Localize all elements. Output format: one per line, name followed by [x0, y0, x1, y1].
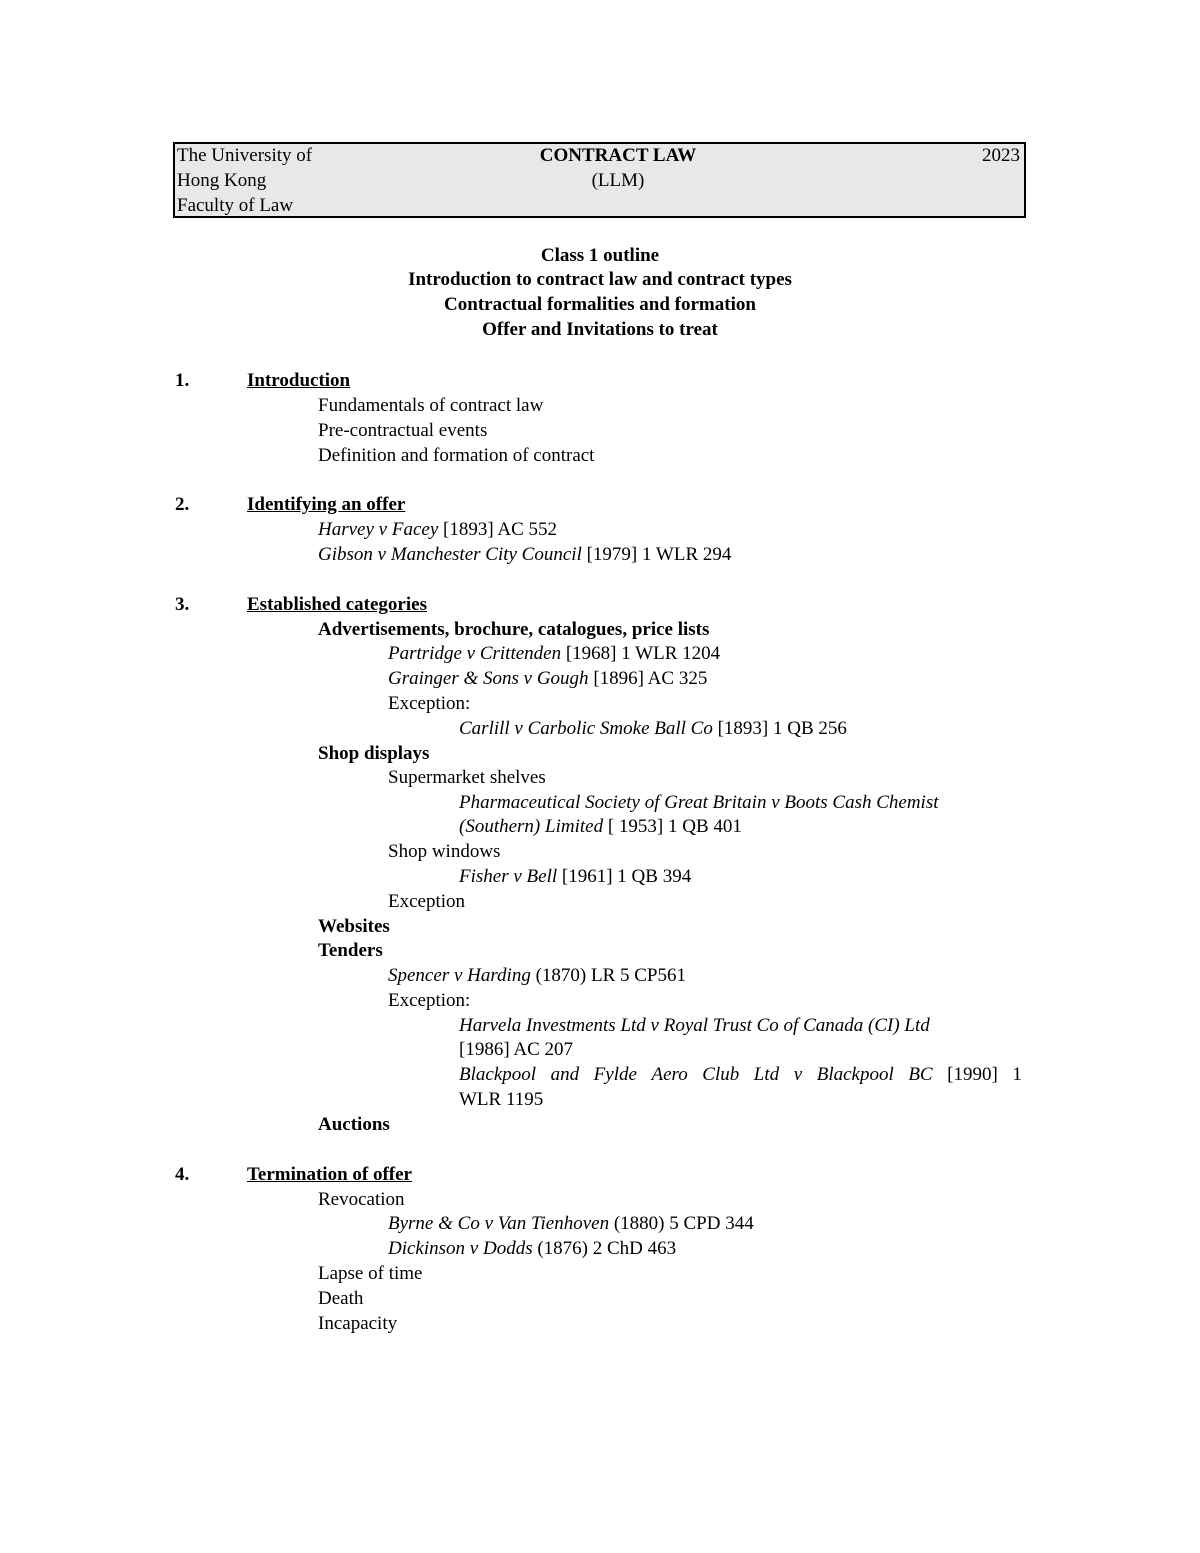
subcategory-label: Shop windows [388, 841, 501, 862]
category-heading: Advertisements, brochure, catalogues, price lists [318, 619, 710, 640]
case-reference: 1 [1012, 1064, 1022, 1085]
case-citation [388, 964, 686, 988]
university-line-2: Hong Kong [177, 170, 267, 191]
course-year: 2023 [982, 145, 1020, 166]
category-heading: Shop displays [318, 743, 430, 764]
case-name: Harvey v Facey [318, 519, 439, 540]
case-name-word: Ltd [753, 1064, 780, 1085]
case-reference: [1990] [947, 1064, 998, 1085]
case-citation [459, 717, 847, 741]
subcategory-label: Incapacity [318, 1313, 398, 1334]
case-name: Partridge v Crittenden [388, 643, 562, 664]
case-name: Carlill v Carbolic Smoke Ball Co [459, 718, 713, 739]
case-name-word: v [793, 1064, 803, 1085]
case-reference: [1893] AC 552 [438, 519, 558, 540]
category-heading: Auctions [318, 1114, 390, 1135]
subcategory-label: Death [318, 1288, 364, 1309]
outline-heading-2: Introduction to contract law and contract types [408, 269, 792, 290]
subcategory-label: Supermarket shelves [388, 767, 546, 788]
outline-heading-1: Class 1 outline [540, 245, 660, 266]
outline-heading-4: Offer and Invitations to treat [482, 319, 718, 340]
case-reference: (1870) LR 5 CP561 [530, 965, 687, 986]
exception-label: Exception: [388, 693, 471, 714]
case-name-word: Fylde [593, 1064, 637, 1085]
case-name-word: Aero [651, 1064, 688, 1085]
case-reference: (1876) 2 ChD 463 [532, 1238, 677, 1259]
case-reference: [1986] AC 207 [459, 1039, 573, 1060]
outline-heading-3: Contractual formalities and formation [444, 294, 756, 315]
section-4-number: 4. [175, 1164, 190, 1185]
case-name: Fisher v Bell [459, 866, 558, 887]
case-citation [388, 642, 720, 666]
case-name: Gibson v Manchester City Council [318, 544, 582, 565]
case-reference: [ 1953] 1 QB 401 [603, 816, 742, 837]
case-name: Spencer v Harding [388, 965, 531, 986]
case-name: Dickinson v Dodds [388, 1238, 533, 1259]
exception-label: Exception [388, 891, 466, 912]
case-citation [318, 543, 731, 567]
case-name: Pharmaceutical Society of Great Britain v Boots Cash Chemist [459, 792, 939, 813]
section-1-item: Definition and formation of contract [318, 445, 595, 466]
section-2-number: 2. [175, 494, 190, 515]
faculty-line: Faculty of Law [177, 195, 294, 216]
section-1-item: Pre-contractual events [318, 420, 488, 441]
case-citation [388, 1212, 754, 1236]
case-name-word: and [550, 1064, 580, 1085]
university-line-1: The University of [177, 145, 313, 166]
category-heading: Websites [318, 916, 390, 937]
section-4-title: Termination of offer [247, 1164, 412, 1185]
category-heading: Tenders [318, 940, 383, 961]
section-1-number: 1. [175, 370, 190, 391]
case-reference: [1893] 1 QB 256 [712, 718, 847, 739]
case-citation [388, 1237, 676, 1261]
case-name: Harvela Investments Ltd v Royal Trust Co of Canada (CI) Ltd [459, 1015, 930, 1036]
case-reference: [1979] 1 WLR 294 [581, 544, 732, 565]
case-reference: [1961] 1 QB 394 [557, 866, 692, 887]
case-name: Byrne & Co v Van Tienhoven [388, 1213, 610, 1234]
case-reference: (1880) 5 CPD 344 [609, 1213, 754, 1234]
case-name: Grainger & Sons v Gough [388, 668, 589, 689]
case-name: (Southern) Limited [459, 816, 604, 837]
case-name-word: Club [702, 1064, 740, 1085]
section-1-title: Introduction [247, 370, 351, 391]
case-name-word: BC [908, 1064, 933, 1085]
subcategory-label: Lapse of time [318, 1263, 423, 1284]
course-title: CONTRACT LAW [539, 145, 697, 166]
case-reference: WLR 1195 [459, 1089, 544, 1110]
section-3-title: Established categories [247, 594, 427, 615]
case-name-word: Blackpool [816, 1064, 894, 1085]
case-citation-justified [459, 1063, 1022, 1087]
case-reference: [1968] 1 WLR 1204 [561, 643, 721, 664]
case-citation [459, 865, 691, 889]
section-3-number: 3. [175, 594, 190, 615]
case-citation [318, 518, 557, 542]
case-name-word: Blackpool [459, 1064, 537, 1085]
exception-label: Exception: [388, 990, 471, 1011]
course-subtitle: (LLM) [591, 170, 645, 191]
section-2-title: Identifying an offer [247, 494, 406, 515]
case-citation [459, 815, 742, 839]
subcategory-label: Revocation [318, 1189, 405, 1210]
case-reference: [1896] AC 325 [588, 668, 708, 689]
case-citation [388, 667, 707, 691]
section-1-item: Fundamentals of contract law [318, 395, 544, 416]
